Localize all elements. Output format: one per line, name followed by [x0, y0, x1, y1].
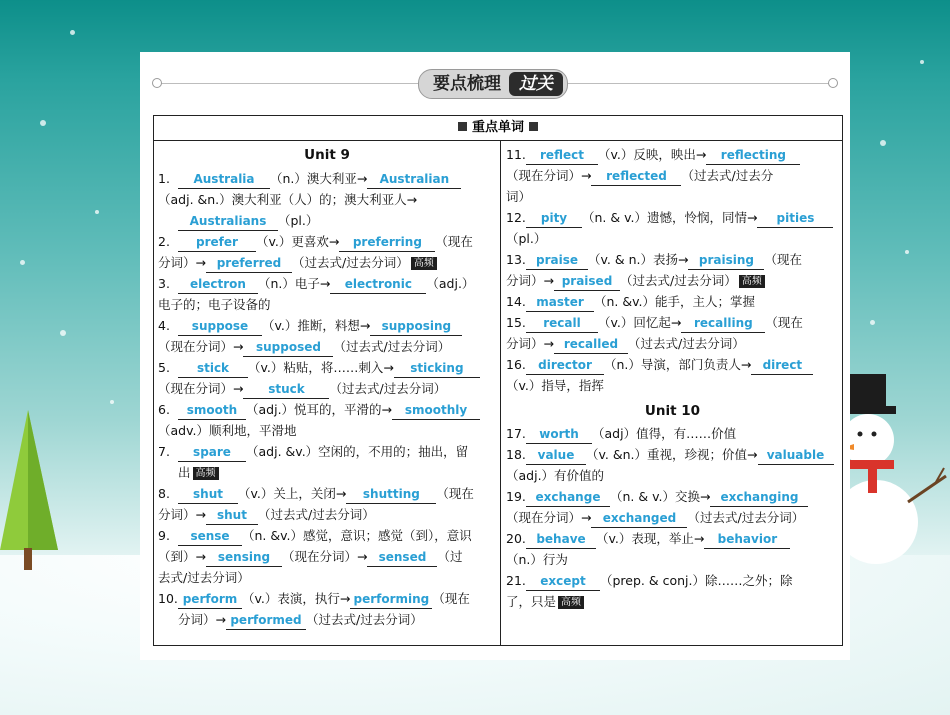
list-item-cont: （现在分词）→ exchanged （过去式/过去分词） — [506, 508, 839, 528]
list-item-cont: （adj. &n.）澳大利亚（人）的；澳大利亚人→ — [158, 192, 418, 207]
list-item-cont: （到）→ sensing （现在分词）→ sensed （过 — [158, 547, 496, 567]
column-divider — [500, 141, 501, 645]
high-frequency-badge: 高频 — [411, 257, 437, 270]
high-frequency-badge: 高频 — [558, 596, 584, 609]
list-item: 4. suppose （v.）推断，料想→ supposing — [158, 316, 496, 336]
list-item: 12. pity （n. & v.）遗憾，怜悯，同情→ pities — [506, 208, 839, 228]
list-item-cont: （现在分词）→ stuck （过去式/过去分词） — [158, 379, 496, 399]
list-item-cont: 分词）→ recalled （过去式/过去分词） — [506, 334, 839, 354]
list-item-cont: （现在分词）→ reflected （过去式/过去分 — [506, 166, 839, 186]
list-item: 13. praise （v. & n.）表扬→ praising （现在 — [506, 250, 839, 270]
unit-heading: Unit 9 — [304, 147, 350, 163]
list-item: 21. except （prep. & conj.）除……之外；除 — [506, 571, 839, 591]
list-item: 7. spare （adj. &v.）空闲的，不用的；抽出，留 — [158, 442, 496, 462]
list-item-cont: （adj.）有价值的 — [506, 468, 605, 483]
list-item-cont: 出 高频 — [158, 463, 496, 483]
list-item-cont: 分词）→ praised （过去式/过去分词） 高频 — [506, 271, 839, 291]
banner-dot-left — [152, 78, 162, 88]
list-item-cont: 分词）→ preferred （过去式/过去分词） 高频 — [158, 253, 496, 273]
list-item: 9. sense （n. &v.）感觉，意识；感觉（到），意识 — [158, 526, 496, 546]
list-item: 5. stick （v.）粘贴，将……刺入→ sticking — [158, 358, 496, 378]
high-frequency-badge: 高频 — [193, 467, 219, 480]
banner-dot-right — [828, 78, 838, 88]
list-item-cont: 分词）→ performed （过去式/过去分词） — [158, 610, 496, 630]
list-item-cont: 了，只是 高频 — [506, 592, 839, 612]
list-item-cont: （n.）行为 — [506, 552, 568, 567]
table-header — [154, 116, 842, 141]
square-bullet-icon — [529, 122, 538, 131]
list-item-cont: 电子的；电子设备的 — [158, 297, 271, 312]
list-item: 1. Australia （n.）澳大利亚→ Australian — [158, 169, 496, 189]
list-item: 10. perform （v.）表演，执行→ performing （现在 — [158, 589, 496, 609]
square-bullet-icon — [458, 122, 467, 131]
list-item-cont: Australians （pl.） — [158, 211, 496, 231]
list-item: 16. director （n.）导演，部门负责人→ direct — [506, 355, 839, 375]
list-item: 17. worth （adj）值得，有……价值 — [506, 424, 839, 444]
list-item: 15. recall （v.）回忆起→ recalling （现在 — [506, 313, 839, 333]
snowman-illustration — [838, 372, 950, 572]
list-item-cont: （pl.） — [506, 231, 547, 246]
vocabulary-worksheet — [140, 52, 850, 660]
list-item: 18. value （v. &n.）重视，珍视；价值→ valuable — [506, 445, 839, 465]
list-item-cont: 词） — [506, 189, 532, 204]
list-item-cont: （adv.）顺利地，平滑地 — [158, 423, 297, 438]
banner-tag: 过关 — [509, 72, 563, 96]
list-item-cont: （现在分词）→ supposed （过去式/过去分词） — [158, 337, 496, 357]
list-item-cont: 去式/过去分词） — [158, 570, 250, 585]
list-item: 11. reflect （v.）反映，映出→ reflecting — [506, 145, 839, 165]
list-item: 2. prefer （v.）更喜欢→ preferring （现在 — [158, 232, 496, 252]
vocabulary-table — [153, 115, 843, 646]
list-item-cont: 分词）→ shut （过去式/过去分词） — [158, 505, 496, 525]
right-column — [506, 141, 839, 645]
left-column — [158, 141, 496, 645]
section-banner — [418, 69, 568, 99]
list-item: 8. shut （v.）关上，关闭→ shutting （现在 — [158, 484, 496, 504]
banner-title: 要点梳理 — [433, 74, 501, 94]
list-item: 14. master （n. &v.）能手，主人；掌握 — [506, 292, 839, 312]
list-item: 6. smooth （adj.）悦耳的，平滑的→ smoothly — [158, 400, 496, 420]
list-item: 3. electron （n.）电子→ electronic （adj.） — [158, 274, 496, 294]
pine-tree-illustration — [0, 410, 60, 570]
list-item-cont: （v.）指导，指挥 — [506, 378, 604, 393]
table-header-label: 重点单词 — [471, 120, 524, 135]
unit-heading: Unit 10 — [644, 403, 701, 419]
high-frequency-badge: 高频 — [739, 275, 765, 288]
list-item: 20. behave （v.）表现，举止→ behavior — [506, 529, 839, 549]
list-item: 19. exchange （n. & v.）交换→ exchanging — [506, 487, 839, 507]
